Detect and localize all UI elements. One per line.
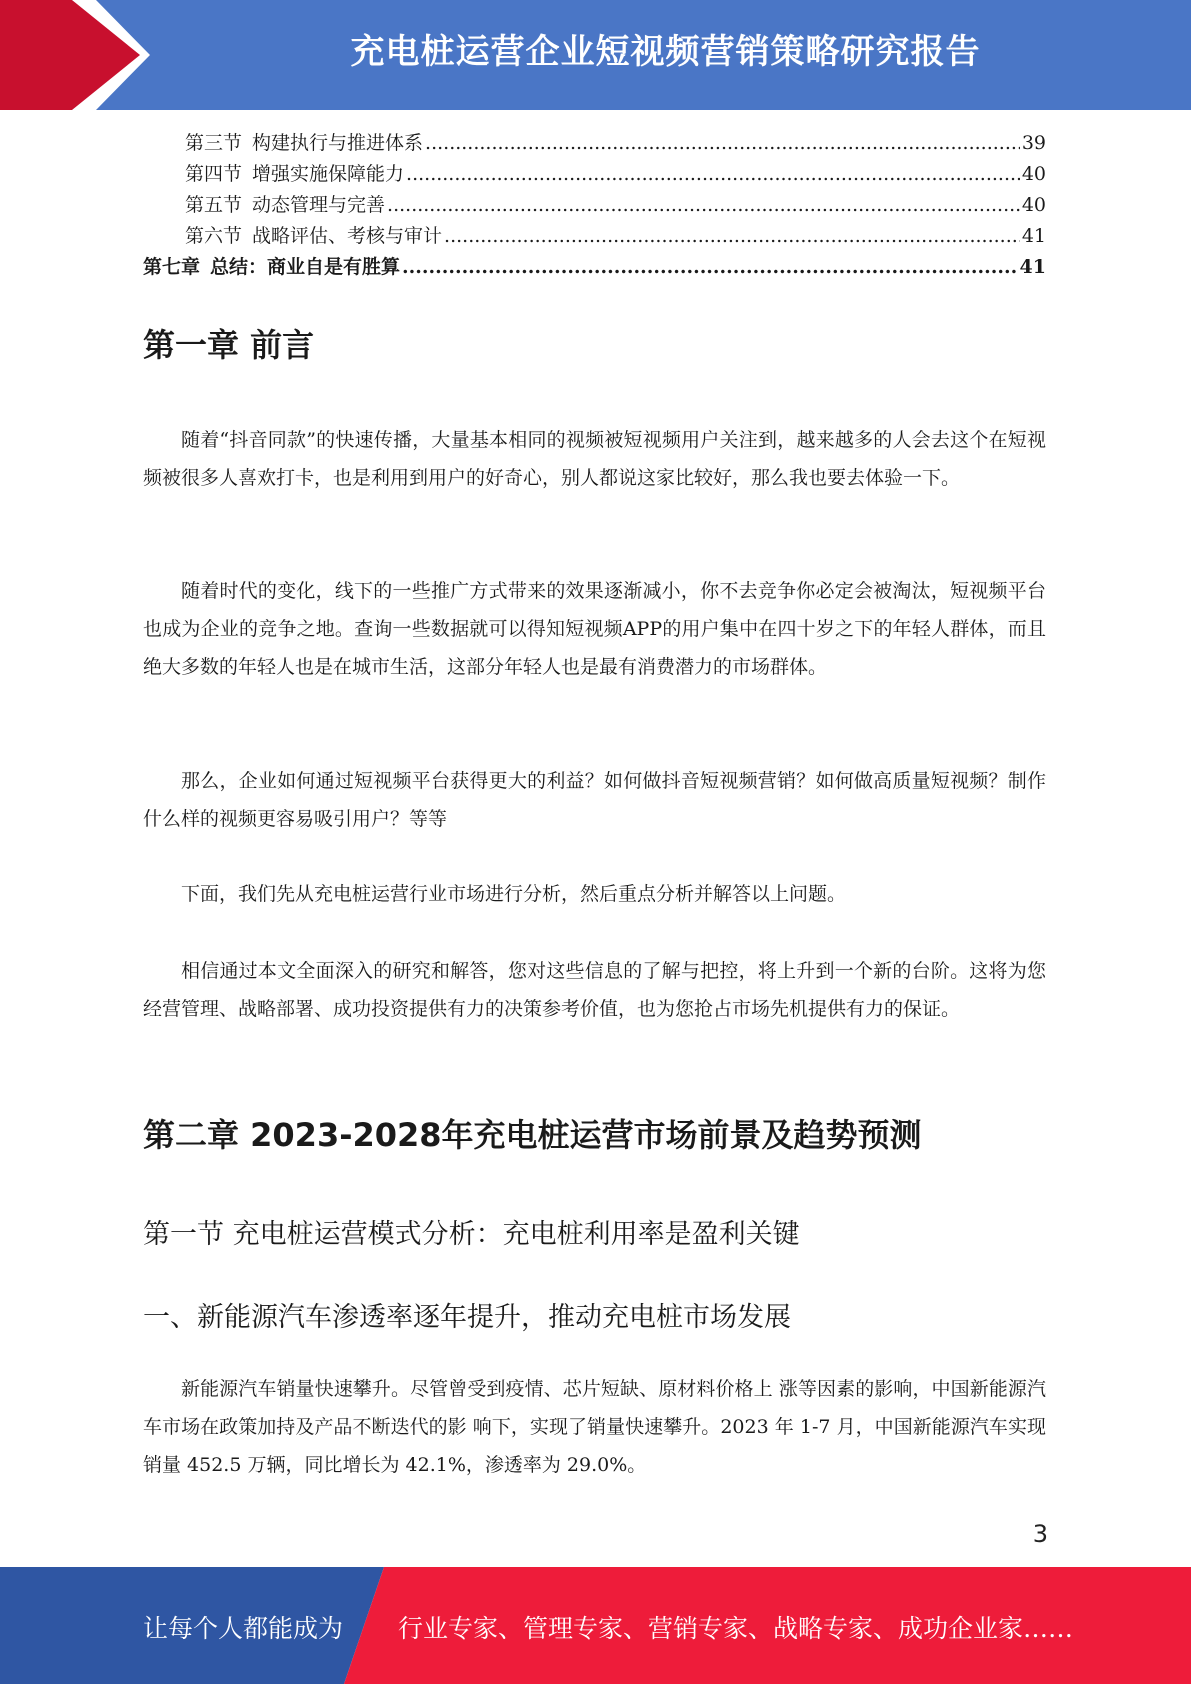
toc-leader-dots <box>406 159 1020 190</box>
toc-entry-title: 构建执行与推进体系 <box>252 132 424 154</box>
toc-entry-number: 第五节 <box>185 194 243 216</box>
toc-entry-title: 增强实施保障能力 <box>252 163 405 185</box>
toc-entry-title: 动态管理与完善 <box>252 194 386 216</box>
paragraph: 相信通过本文全面深入的研究和解答，您对这些信息的了解与把控，将上升到一个新的台阶。这将为您经营管理、战略部署、成功投资提供有力的决策参考价值，也为您抢占市场先机提供有力的保证。 <box>143 960 1046 1020</box>
page-number: 3 <box>1032 1520 1048 1548</box>
page-header <box>0 0 1191 110</box>
toc-entry-title: 总结：商业自是有胜算 <box>210 256 401 278</box>
paragraph: 那么，企业如何通过短视频平台获得更大的利益？如何做抖音短视频营销？如何做高质量短视频？制作什么样的视频更容易吸引用户？等等 <box>143 770 1046 830</box>
toc-entry-chapter[interactable] <box>143 252 1046 283</box>
toc-entry-page: 41 <box>1021 225 1046 247</box>
toc-leader-dots <box>444 221 1020 252</box>
toc-entry[interactable] <box>143 159 1046 190</box>
toc-entry[interactable] <box>143 221 1046 252</box>
toc-entry-page: 39 <box>1021 132 1046 154</box>
toc-entry-number: 第三节 <box>185 132 243 154</box>
toc-entry-page: 40 <box>1021 194 1046 216</box>
toc-leader-dots <box>402 252 1018 283</box>
footer-slogan-right: 行业专家、管理专家、营销专家、战略专家、成功企业家…… <box>398 1614 1074 1643</box>
chapter-2-heading: 第二章 2023-2028年充电桩运营市场前景及趋势预测 <box>143 1116 922 1154</box>
page-footer <box>0 1567 1191 1684</box>
paragraph: 随着时代的变化，线下的一些推广方式带来的效果逐渐减小，你不去竞争你必定会被淘汰，短视频平台也成为企业的竞争之地。查询一些数据就可以得知短视频APP的用户集中在四十岁之下的年轻人群体，而且绝大多数的年轻人也是在城市生活，这部分年轻人也是最有消费潜力的市场群体。 <box>143 580 1046 678</box>
toc-entry[interactable] <box>143 190 1046 221</box>
report-title: 充电桩运营企业短视频营销策略研究报告 <box>350 32 981 72</box>
toc-leader-dots <box>387 190 1020 221</box>
section-heading: 第一节 充电桩运营模式分析：充电桩利用率是盈利关键 <box>143 1219 800 1250</box>
paragraph: 下面，我们先从充电桩运营行业市场进行分析，然后重点分析并解答以上问题。 <box>181 883 847 905</box>
toc-entry-page: 41 <box>1019 256 1046 278</box>
toc-entry[interactable] <box>143 128 1046 159</box>
toc-entry-number: 第六节 <box>185 225 243 247</box>
toc-entry-number: 第七章 <box>143 256 201 278</box>
table-of-contents <box>143 128 1046 283</box>
paragraph: 新能源汽车销量快速攀升。尽管曾受到疫情、芯片短缺、原材料价格上 涨等因素的影响，中国新能源汽车市场在政策加持及产品不断迭代的影 响下，实现了销量快速攀升。2023 年 1-7 月，中国新能源汽车实现销量 452.5 万辆，同比增长为 42.1%，渗透率为 29.0%。 <box>143 1378 1046 1476</box>
toc-entry-title: 战略评估、考核与审计 <box>252 225 443 247</box>
toc-leader-dots <box>425 128 1020 159</box>
subsection-heading: 一、新能源汽车渗透率逐年提升，推动充电桩市场发展 <box>143 1302 791 1333</box>
footer-slogan-left: 让每个人都能成为 <box>143 1614 344 1643</box>
chapter-1-heading: 第一章 前言 <box>143 326 315 364</box>
toc-entry-number: 第四节 <box>185 163 243 185</box>
toc-entry-page: 40 <box>1021 163 1046 185</box>
paragraph: 随着“抖音同款”的快速传播，大量基本相同的视频被短视频用户关注到，越来越多的人会去这个在短视频被很多人喜欢打卡，也是利用到用户的好奇心，别人都说这家比较好，那么我也要去体验一下。 <box>143 429 1046 489</box>
